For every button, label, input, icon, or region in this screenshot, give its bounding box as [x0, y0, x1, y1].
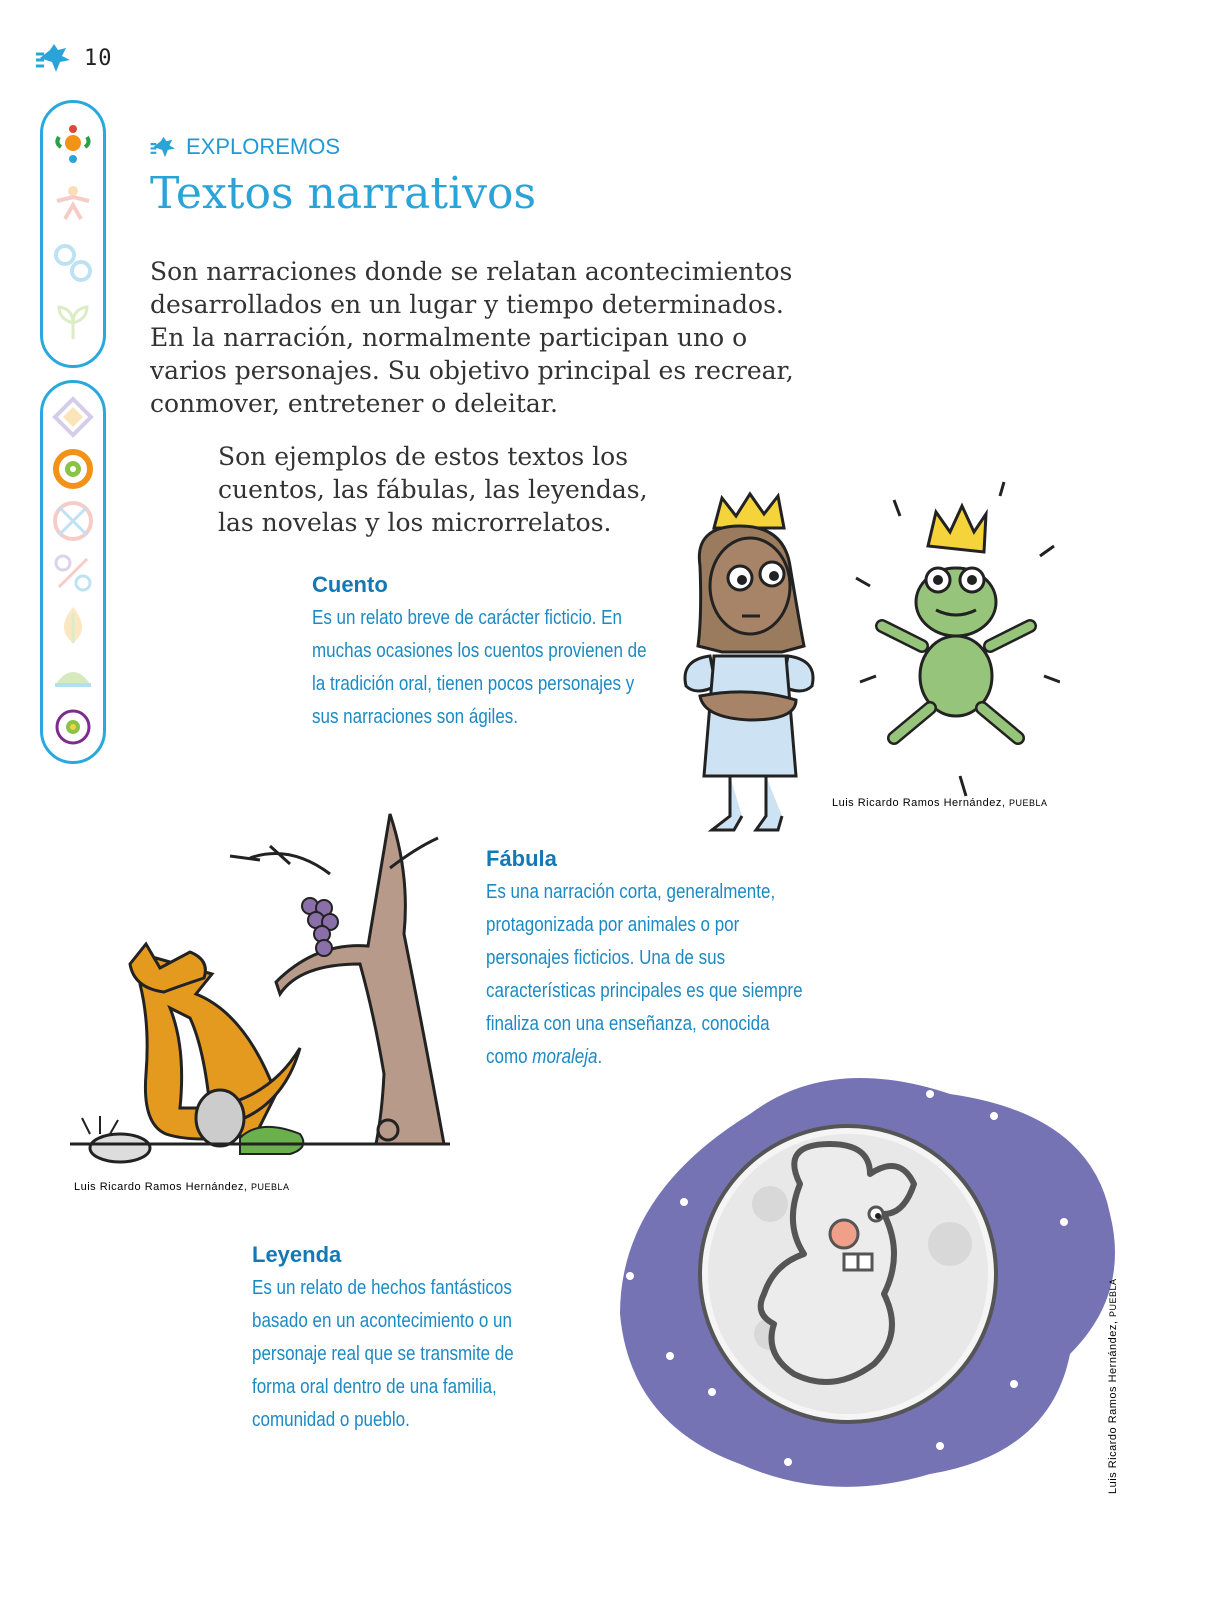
- page-title: Textos narrativos: [150, 168, 537, 219]
- fox-grapes-credit: Luis Ricardo Ramos Hernández, PUEBLA: [74, 1181, 290, 1193]
- fox-grapes-illustration: [60, 808, 460, 1198]
- grapes-figure: [302, 898, 338, 956]
- compass-icon: [51, 499, 95, 543]
- fabula-title: Fábula: [486, 846, 557, 871]
- page-header: [36, 40, 113, 76]
- bird-logo-icon: [150, 134, 180, 160]
- cuento-title: Cuento: [312, 572, 388, 597]
- fabula-text: Es una narración corta, generalmente, protagonizada por animales o por personajes ficticios. Una de sus características principales es que siempre finaliza con una enseñanza, conocida como moraleja.: [486, 881, 803, 1068]
- target-icon: [51, 447, 95, 491]
- princess-frog-credit: Luis Ricardo Ramos Hernández, PUEBLA: [832, 797, 1048, 809]
- page-number: 10: [84, 45, 113, 71]
- fox-figure: [130, 944, 300, 1146]
- leaf-icon: [51, 603, 95, 647]
- cuento-definition: [312, 572, 702, 734]
- bird-logo-icon: [36, 40, 76, 76]
- sun-icon: [51, 705, 95, 749]
- leyenda-text: Es un relato de hechos fantásticos basado en un acontecimiento o un personaje real que se transmite de forma oral dentro de una familia, comunidad o pueblo.: [252, 1277, 514, 1431]
- knot-icon: [51, 241, 95, 285]
- princess-frog-illustration: [660, 476, 1060, 856]
- community-active-icon: [51, 121, 95, 165]
- sidebar-group-bottom: [40, 380, 106, 764]
- fabula-definition: [486, 846, 806, 1074]
- frog-prince-figure: [856, 482, 1060, 796]
- people-icon: [51, 181, 95, 225]
- leyenda-title: Leyenda: [252, 1242, 342, 1267]
- percent-icon: [51, 551, 95, 595]
- princess-figure: [685, 494, 813, 830]
- landscape-icon: [51, 655, 95, 699]
- moon-rabbit-illustration: [600, 1074, 1130, 1504]
- moon-rabbit-credit: Luis Ricardo Ramos Hernández, PUEBLA: [1107, 1278, 1119, 1494]
- star-icon: [51, 395, 95, 439]
- moraleja-emphasis: moraleja: [532, 1046, 598, 1068]
- sidebar-group-top: [40, 100, 106, 368]
- plant-icon: [51, 299, 95, 343]
- examples-paragraph: Son ejemplos de estos textos los cuentos, las fábulas, las leyendas, las novelas y los microrrelatos.: [218, 442, 648, 537]
- leyenda-definition: [252, 1242, 552, 1437]
- intro-paragraph: Son narraciones donde se relatan acontecimientos desarrollados en un lugar y tiempo determinados. En la narración, normalmente participan uno o varios personajes. Su objetivo principal es recrear, conmover, entretener o deleitar.: [150, 257, 794, 418]
- section-tag: [150, 134, 340, 160]
- cuento-text: Es un relato breve de carácter ficticio. En muchas ocasiones los cuentos provienen de la tradición oral, tienen pocos personajes y sus narraciones son ágiles.: [312, 607, 647, 728]
- section-label: EXPLOREMOS: [186, 134, 341, 159]
